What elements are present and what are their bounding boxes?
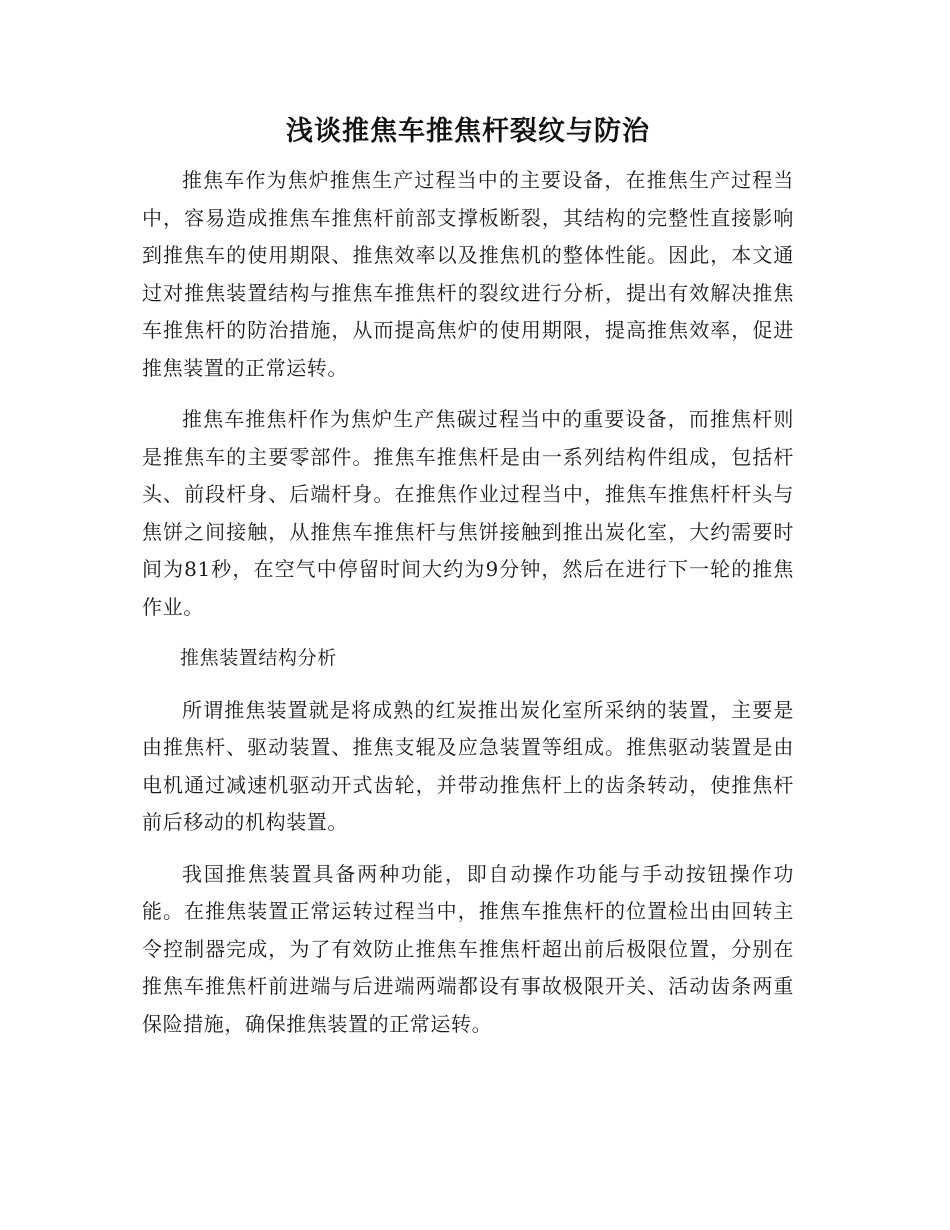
section-heading: 推焦装置结构分析	[180, 647, 337, 669]
paragraph-intro: 推焦车作为焦炉推焦生产过程当中的主要设备，在推焦生产过程当中，容易造成推焦车推焦杆前部支撑板断裂，其结构的完整性直接影响到推焦车的使用期限、推焦效率以及推焦机的整体性能。因此，本文通过对推焦装置结构与推焦车推焦杆的裂纹进行分析，提出有效解决推焦车推焦杆的防治措施，从而提高焦炉的使用期限，提高推焦效率，促进推焦装置的正常运转。	[142, 168, 794, 380]
document-title: 浅谈推焦车推焦杆裂纹与防治	[286, 116, 650, 147]
paragraph-device-structure: 所谓推焦装置就是将成熟的红炭推出炭化室所采纳的装置，主要是由推焦杆、驱动装置、推焦支辊及应急装置等组成。推焦驱动装置是由电机通过减速机驱动开式齿轮，并带动推焦杆上的齿条转动，使推焦杆前后移动的机构装置。	[142, 697, 794, 834]
paragraph-device-functions: 我国推焦装置具备两种功能，即自动操作功能与手动按钮操作功能。在推焦装置正常运转过程当中，推焦车推焦杆的位置检出由回转主令控制器完成，为了有效防止推焦车推焦杆超出前后极限位置，分别在推焦车推焦杆前进端与后进端两端都设有事故极限开关、活动齿条两重保险措施，确保推焦装置的正常运转。	[142, 861, 794, 1036]
document-page	[142, 112, 794, 1057]
paragraph-push-rod: 推焦车推焦杆作为焦炉生产焦碳过程当中的重要设备，而推焦杆则是推焦车的主要零部件。推焦车推焦杆是由一系列结构件组成，包括杆头、前段杆身、后端杆身。在推焦作业过程当中，推焦车推焦杆杆头与焦饼之间接触，从推焦车推焦杆与焦饼接触到推出炭化室，大约需要时间为81秒，在空气中停留时间大约为9分钟，然后在进行下一轮的推焦作业。	[142, 407, 794, 619]
